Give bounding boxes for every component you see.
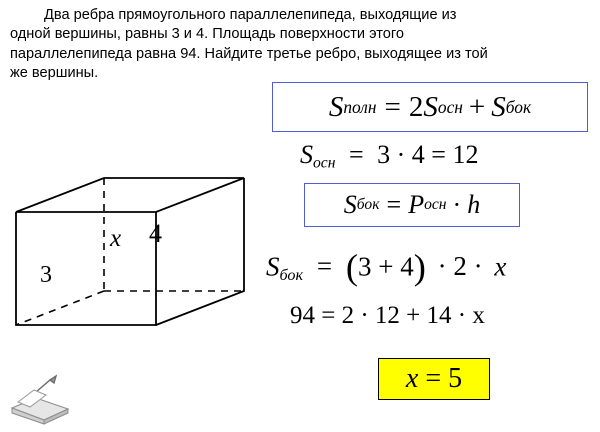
symbol-S-base: S xyxy=(423,90,438,123)
subscript-osn-1: осн xyxy=(437,96,463,117)
coefficient-2: 2 xyxy=(408,90,424,123)
formula-total-surface xyxy=(272,82,588,132)
inner-sum: 3 + 4 xyxy=(357,251,414,282)
formula-lateral-calculation xyxy=(266,246,506,288)
subscript-bok-2: бок xyxy=(356,196,380,213)
multiply-dot-1: · xyxy=(452,190,462,219)
equals-sign-2: = xyxy=(348,140,364,169)
symbol-P: P xyxy=(408,190,425,219)
parallelepiped-figure xyxy=(8,118,278,368)
problem-statement xyxy=(10,6,590,84)
multiply-expression: · 2 · xyxy=(437,251,483,282)
plus-sign: + xyxy=(468,90,486,123)
subscript-osn-2: осн xyxy=(313,154,336,172)
subscript-poln: полн xyxy=(343,96,377,117)
subscript-bok-1: бок xyxy=(505,96,532,117)
paren-close: ) xyxy=(413,247,426,287)
edge-label-x: x xyxy=(110,225,122,252)
formula-lateral-definition xyxy=(304,183,520,227)
statement-line-3: параллелепипеда равна 94. Найдите третье ребро, выходящее из той xyxy=(10,45,488,62)
symbol-S-lateral: S xyxy=(491,90,506,123)
symbol-S-total: S xyxy=(328,90,344,123)
statement-line-1: Два ребра прямоугольного параллелепипеда, выходящие из xyxy=(44,7,457,23)
symbol-S-osn: S xyxy=(300,140,313,169)
paren-open: ( xyxy=(345,247,358,287)
formula-base-area xyxy=(300,140,478,173)
subscript-osn-3: осн xyxy=(424,196,447,213)
edge-label-4: 4 xyxy=(149,219,162,248)
base-area-expression: 3 · 4 = 12 xyxy=(377,140,479,169)
equals-sign-4: = xyxy=(316,251,333,282)
equals-sign-1: = xyxy=(384,90,401,123)
symbol-x-1: x xyxy=(494,251,507,282)
decorative-clipart xyxy=(6,368,76,426)
equals-sign-3: = xyxy=(386,190,402,219)
symbol-S-bok: S xyxy=(343,190,357,219)
statement-line-2: одной вершины, равны 3 и 4. Площадь поверхности этого xyxy=(10,26,405,43)
answer-value: 5 xyxy=(448,363,463,394)
answer-box xyxy=(378,358,490,400)
formula-final-equation: 94 = 2 · 12 + 14 · x xyxy=(290,302,485,329)
edge-label-3: 3 xyxy=(40,262,52,288)
equals-sign-answer: = xyxy=(425,363,442,394)
symbol-S-bok-2: S xyxy=(266,251,280,282)
symbol-h: h xyxy=(467,190,481,219)
statement-line-4: же вершины. xyxy=(10,65,99,82)
subscript-bok-3: бок xyxy=(279,266,304,285)
symbol-x-answer: x xyxy=(405,363,419,394)
